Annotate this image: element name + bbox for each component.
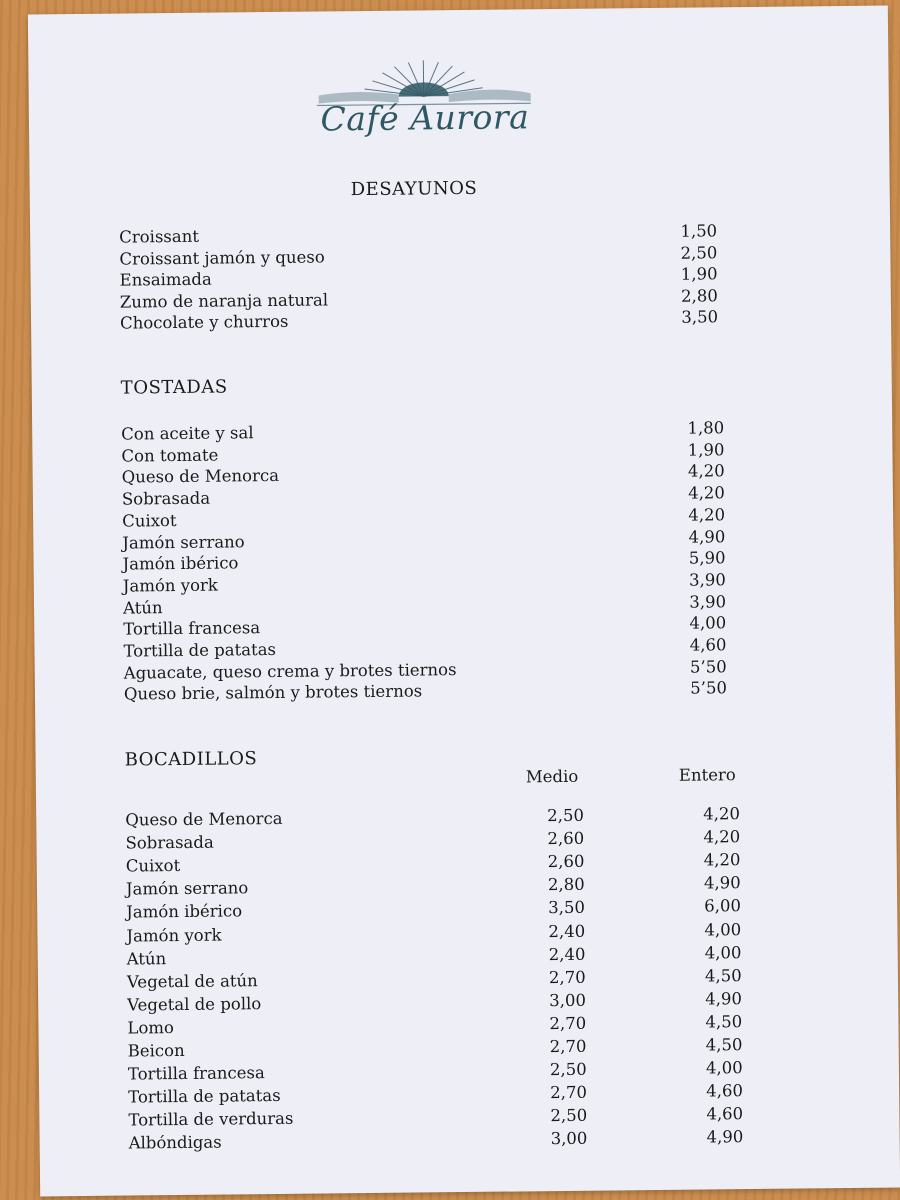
item-price-entero: 4,50 bbox=[705, 1012, 743, 1032]
item-price: 1,50 bbox=[680, 221, 718, 241]
item-price: 1,80 bbox=[687, 418, 725, 438]
item-name: Vegetal de pollo bbox=[127, 993, 262, 1015]
item-price: 4,20 bbox=[688, 483, 725, 503]
item-price: 4,00 bbox=[689, 613, 727, 633]
item-name: Jamón york bbox=[126, 925, 222, 946]
item-price-medio: 2,40 bbox=[548, 921, 586, 941]
item-name: Queso de Menorca bbox=[125, 808, 283, 830]
section-title-bocadillos: BOCADILLOS bbox=[124, 748, 258, 771]
item-name: Tortilla francesa bbox=[123, 618, 261, 639]
item-name: Queso brie, salmón y brotes tiernos bbox=[123, 681, 423, 704]
column-header-entero: Entero bbox=[678, 765, 736, 785]
item-price: 5’50 bbox=[689, 656, 727, 677]
section-title-desayunos: DESAYUNOS bbox=[350, 177, 478, 201]
item-name: Jamón serrano bbox=[125, 878, 249, 899]
item-price-medio: 2,60 bbox=[547, 851, 585, 872]
item-price-entero: 6,00 bbox=[704, 896, 742, 916]
item-price: 4,60 bbox=[689, 635, 727, 655]
item-price-medio: 3,50 bbox=[548, 898, 586, 918]
item-price-entero: 4,60 bbox=[706, 1081, 743, 1101]
item-name: Sobrasada bbox=[121, 488, 211, 509]
item-price-medio: 2,80 bbox=[547, 875, 585, 895]
item-name: Atún bbox=[122, 597, 163, 618]
cafe-logo bbox=[298, 57, 549, 150]
item-price-entero: 4,50 bbox=[705, 1035, 743, 1055]
item-name: Vegetal de atún bbox=[126, 970, 258, 992]
item-price-entero: 4,90 bbox=[706, 1127, 744, 1147]
item-price-medio: 2,70 bbox=[548, 967, 586, 987]
item-price: 3,50 bbox=[681, 307, 719, 328]
item-name: Chocolate y churros bbox=[119, 312, 289, 333]
item-name: Queso de Menorca bbox=[121, 466, 280, 487]
item-name: Jamón ibérico bbox=[122, 553, 239, 574]
item-price-medio: 2,50 bbox=[547, 805, 585, 826]
item-name: Beicon bbox=[127, 1040, 185, 1061]
item-name: Tortilla de patatas bbox=[128, 1086, 281, 1107]
item-price-medio: 2,50 bbox=[550, 1106, 588, 1126]
item-price: 1,90 bbox=[687, 439, 725, 460]
item-price: 1,90 bbox=[680, 264, 718, 284]
cafe-name: Café Aurora bbox=[320, 97, 530, 139]
item-price-entero: 4,90 bbox=[703, 873, 741, 893]
item-price: 5,90 bbox=[688, 548, 726, 568]
item-price: 3,90 bbox=[688, 570, 726, 590]
item-price-entero: 4,00 bbox=[705, 1058, 743, 1078]
item-name: Con aceite y sal bbox=[121, 423, 254, 444]
item-name: Con tomate bbox=[121, 445, 219, 466]
item-name: Sobrasada bbox=[125, 832, 214, 853]
item-name: Jamón ibérico bbox=[126, 901, 243, 922]
item-price-entero: 4,20 bbox=[703, 827, 741, 847]
item-name: Ensaimada bbox=[119, 269, 212, 290]
item-price: 2,80 bbox=[680, 286, 718, 306]
column-header-medio: Medio bbox=[525, 766, 579, 787]
item-name: Aguacate, queso crema y brotes tiernos bbox=[123, 659, 457, 683]
item-price-entero: 4,00 bbox=[704, 942, 742, 963]
section-title-tostadas: TOSTADAS bbox=[120, 376, 228, 399]
item-price: 2,50 bbox=[680, 242, 718, 263]
item-price: 4,20 bbox=[688, 505, 726, 525]
item-name: Cuixot bbox=[125, 856, 181, 876]
item-price-medio: 2,70 bbox=[549, 1013, 587, 1034]
item-name: Tortilla francesa bbox=[127, 1063, 265, 1084]
item-price-entero: 4,60 bbox=[706, 1104, 744, 1124]
item-price-medio: 2,70 bbox=[550, 1082, 588, 1103]
item-name: Jamón serrano bbox=[122, 531, 245, 553]
item-price-medio: 3,00 bbox=[550, 1129, 588, 1149]
item-price-entero: 4,90 bbox=[705, 988, 743, 1009]
item-price-medio: 2,70 bbox=[549, 1036, 587, 1057]
item-price-entero: 4,00 bbox=[704, 919, 742, 939]
item-price-medio: 3,00 bbox=[549, 990, 587, 1010]
item-name: Tortilla de verduras bbox=[128, 1109, 294, 1130]
item-name: Croissant jamón y queso bbox=[119, 247, 325, 269]
item-price: 4,90 bbox=[688, 526, 726, 547]
item-price-medio: 2,60 bbox=[547, 828, 585, 849]
menu-sheet bbox=[28, 6, 900, 1197]
item-name: Albóndigas bbox=[128, 1132, 222, 1153]
item-name: Tortilla de patatas bbox=[123, 639, 277, 661]
item-price: 5’50 bbox=[690, 678, 728, 699]
item-name: Lomo bbox=[127, 1017, 175, 1038]
item-price-entero: 4,20 bbox=[703, 850, 741, 870]
item-price-medio: 2,50 bbox=[549, 1059, 587, 1080]
item-price-medio: 2,40 bbox=[548, 944, 586, 964]
item-price: 4,20 bbox=[687, 461, 725, 482]
item-price: 3,90 bbox=[689, 591, 727, 612]
item-name: Croissant bbox=[119, 226, 200, 247]
item-name: Zumo de naranja natural bbox=[119, 290, 329, 312]
item-name: Jamón york bbox=[122, 575, 218, 596]
item-price-entero: 4,50 bbox=[704, 965, 742, 986]
item-name: Atún bbox=[126, 948, 167, 969]
item-price-entero: 4,20 bbox=[703, 804, 741, 824]
item-name: Cuixot bbox=[122, 510, 177, 531]
